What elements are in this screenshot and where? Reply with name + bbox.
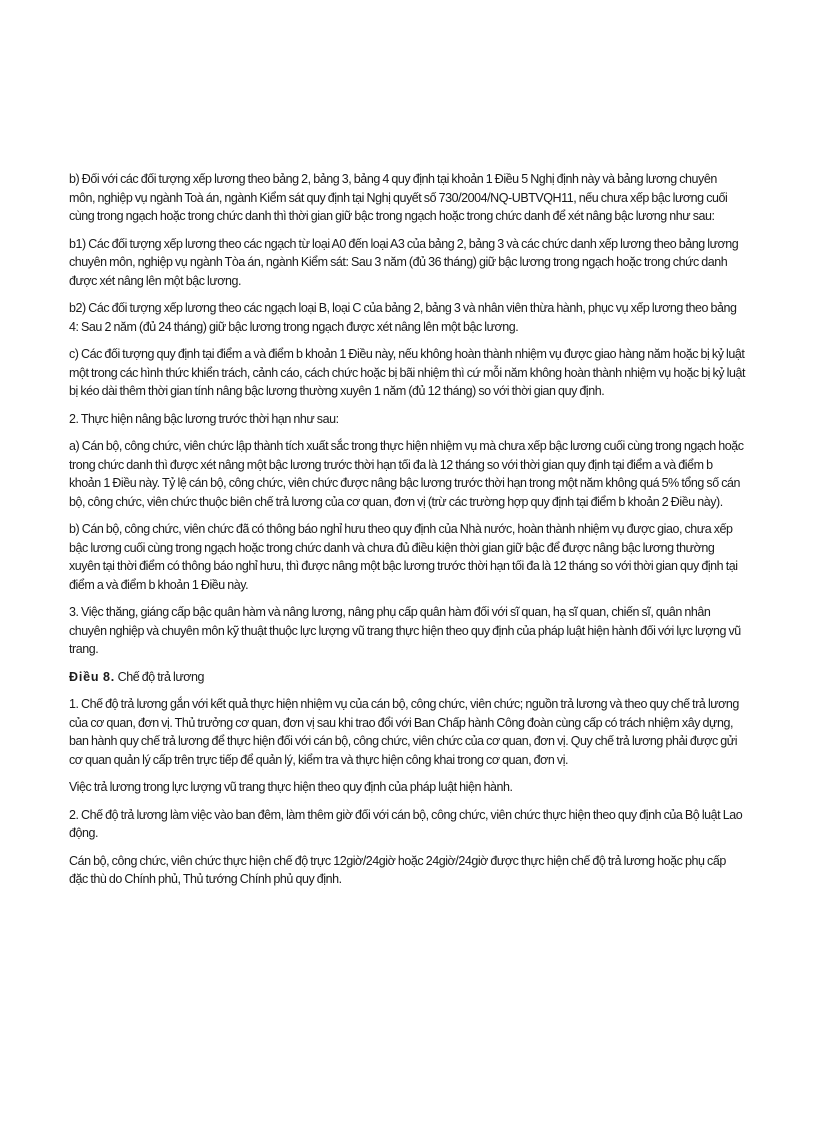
paragraph-8-armed-forces: Việc trả lương trong lực lượng vũ trang thực hiện theo quy định của pháp luật hiện hành. <box>69 780 513 794</box>
paragraph-2a: a) Cán bộ, công chức, viên chức lập thành tích xuất sắc trong thực hiện nhiệm vụ mà chưa xếp bậc lương cuối cùng trong ngạch hoặc trong chức danh thì được xét nâng một bậc lương trước thời hạn tối đa là 12 tháng so với thời gian quy định tại điểm a và điểm b khoản 1 Điều này. Tỷ lệ cán bộ, công chức, viên chức được nâng bậc lương trước thời hạn trong một năm không quá 5% tổng số cán bộ, công chức, viên chức thuộc biên chế trả lương của cơ quan, đơn vị (trừ các trường hợp quy định tại điểm b khoản 2 Điều này). <box>69 439 744 509</box>
article-8-title: Chế độ trả lương <box>115 669 205 684</box>
paragraph-8-shift-duty: Cán bộ, công chức, viên chức thực hiện chế độ trực 12giờ/24giờ hoặc 24giờ/24giờ được thực hiện chế độ trả lương hoặc phụ cấp đặc thù do Chính phủ, Thủ tướng Chính phủ quy định. <box>69 853 726 886</box>
article-8-heading <box>69 668 745 687</box>
paragraph-8-2: 2. Chế độ trả lương làm việc vào ban đêm, làm thêm giờ đối với cán bộ, công chức, viên chức thực hiện theo quy định của Bộ luật Lao động. <box>69 807 743 840</box>
paragraph-c: c) Các đối tượng quy định tại điểm a và điểm b khoản 1 Điều này, nếu không hoàn thành nhiệm vụ được giao hàng năm hoặc bị kỷ luật một trong các hình thức khiển trách, cảnh cáo, cách chức hoặc bị bãi nhiệm thì cứ mỗi năm không hoàn thành nhiệm vụ hoặc bị kỷ luật bị kéo dài thêm thời gian tính nâng bậc lương thường xuyên 1 năm (đủ 12 tháng) so với thời gian quy định. <box>69 347 745 398</box>
paragraph-section-2: 2. Thực hiện nâng bậc lương trước thời hạn như sau: <box>69 411 339 426</box>
paragraph-2b: b) Cán bộ, công chức, viên chức đã có thông báo nghỉ hưu theo quy định của Nhà nước, hoàn thành nhiệm vụ được giao, chưa xếp bậc lương cuối cùng trong ngạch hoặc trong chức danh và chưa đủ điều kiện thời gian giữ bậc để được nâng bậc lương thường xuyên tại thời điểm có thông báo nghỉ hưu, thì được nâng một bậc lương trước thời hạn tối đa là 12 tháng so với thời gian quy định tại điểm a và điểm b khoản 1 Điều này. <box>69 522 738 592</box>
article-8-label: Điều 8. <box>69 669 116 684</box>
paragraph-b1: b1) Các đối tượng xếp lương theo các ngạch từ loại A0 đến loại A3 của bảng 2, bảng 3 và các chức danh xếp lương theo bảng lương chuyên môn, nghiệp vụ ngành Tòa án, ngành Kiểm sát: Sau 3 năm (đủ 36 tháng) giữ bậc lương trong ngạch hoặc trong chức danh được xét nâng lên một bậc lương. <box>69 236 739 288</box>
paragraph-section-3: 3. Việc thăng, giáng cấp bậc quân hàm và nâng lương, nâng phụ cấp quân hàm đối với sĩ quan, hạ sĩ quan, chiến sĩ, quân nhân chuyên nghiệp và chuyên môn kỹ thuật thuộc lực lượng vũ trang thực hiện theo quy định của pháp luật hiện hành đối với lực lượng vũ trang. <box>69 605 741 656</box>
paragraph-8-1: 1. Chế độ trả lương gắn với kết quả thực hiện nhiệm vụ của cán bộ, công chức, viên chức; nguồn trả lương và theo quy chế trả lương của cơ quan, đơn vị. Thủ trưởng cơ quan, đơn vị sau khi trao đổi với Ban Chấp hành Công đoàn cùng cấp có trách nhiệm xây dựng, ban hành quy chế trả lương để thực hiện đối với cán bộ, công chức, viên chức của cơ quan, đơn vị. Quy chế trả lương phải được gửi cơ quan quản lý cấp trên trực tiếp để quản lý, kiểm tra và thực hiện công khai trong cơ quan, đơn vị. <box>69 697 739 767</box>
paragraph-b2: b2) Các đối tượng xếp lương theo các ngạch loại B, loại C của bảng 2, bảng 3 và nhân viên thừa hành, phục vụ xếp lương theo bảng 4: Sau 2 năm (đủ 24 tháng) giữ bậc lương trong ngạch được xét nâng lên một bậc lương. <box>69 301 737 334</box>
document-body <box>69 170 745 898</box>
paragraph-b-level-2-3-4: b) Đối với các đối tượng xếp lương theo bảng 2, bảng 3, bảng 4 quy định tại khoản 1 Điều 5 Nghị định này và bảng lương chuyên môn, nghiệp vụ ngành Toà án, ngành Kiểm sát quy định tại Nghị quyết số 730/2004/NQ-UBTVQH11, nếu chưa xếp bậc lương cuối cùng trong ngạch hoặc trong chức danh thì thời gian giữ bậc trong ngạch hoặc trong chức danh để xét nâng bậc lương như sau: <box>69 172 728 223</box>
